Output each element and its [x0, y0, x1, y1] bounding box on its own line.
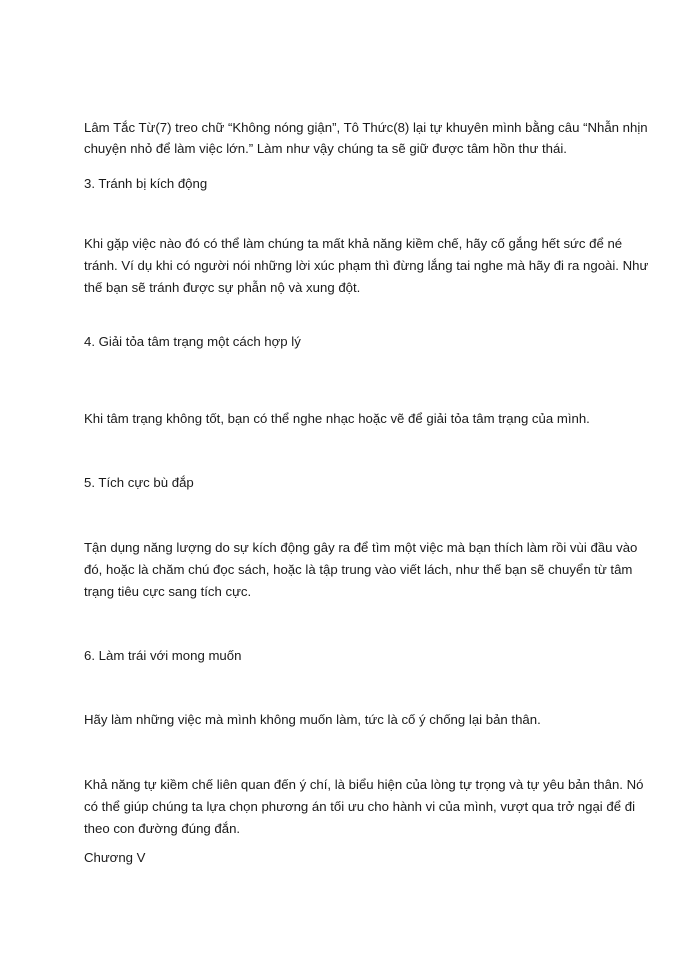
- text-line: theo con đường đúng đắn.: [84, 821, 241, 836]
- text-line: Lâm Tắc Từ(7) treo chữ “Không nóng giận”, Tô Thức(8) lại tự khuyên mình bằng câu “Nhẫn nhịn: [84, 120, 648, 135]
- section-heading-6: 6. Làm trái với mong muốn: [84, 648, 242, 663]
- text-line: thế bạn sẽ tránh được sự phẫn nộ và xung đột.: [84, 280, 361, 295]
- text-line: đó, hoặc là chăm chú đọc sách, hoặc là tập trung vào viết lách, như thế bạn sẽ chuyển từ tâm: [84, 562, 633, 577]
- section-heading-4: 4. Giải tỏa tâm trạng một cách hợp lý: [84, 334, 301, 349]
- paragraph-section-4: Khi tâm trạng không tốt, bạn có thể nghe nhạc hoặc vẽ để giải tỏa tâm trạng của mình.: [84, 411, 590, 426]
- section-heading-3: 3. Tránh bị kích động: [84, 176, 208, 191]
- text-line: có thể giúp chúng ta lựa chọn phương án tối ưu cho hành vi của mình, vượt qua trở ngại để đi: [84, 799, 635, 814]
- text-line: Khả năng tự kiềm chế liên quan đến ý chí, là biểu hiện của lòng tự trọng và tự yêu bản thân. Nó: [84, 777, 644, 792]
- text-line: Khi gặp việc nào đó có thể làm chúng ta mất khả năng kiềm chế, hãy cố gắng hết sức để né: [84, 236, 623, 251]
- text-line: tránh. Ví dụ khi có người nói những lời xúc phạm thì đừng lắng tai nghe mà hãy đi ra ngoài. Như: [84, 258, 649, 273]
- text-line: chuyện nhỏ để làm việc lớn.” Làm như vậy chúng ta sẽ giữ được tâm hồn thư thái.: [84, 141, 567, 156]
- chapter-heading: Chương V: [84, 850, 146, 865]
- text-line: trạng tiêu cực sang tích cực.: [84, 584, 252, 599]
- paragraph-section-6: Hãy làm những việc mà mình không muốn làm, tức là cố ý chống lại bản thân.: [84, 712, 541, 727]
- text-line: Tận dụng năng lượng do sự kích động gây ra để tìm một việc mà bạn thích làm rồi vùi đầu vào: [84, 540, 638, 555]
- section-heading-5: 5. Tích cực bù đắp: [84, 475, 194, 490]
